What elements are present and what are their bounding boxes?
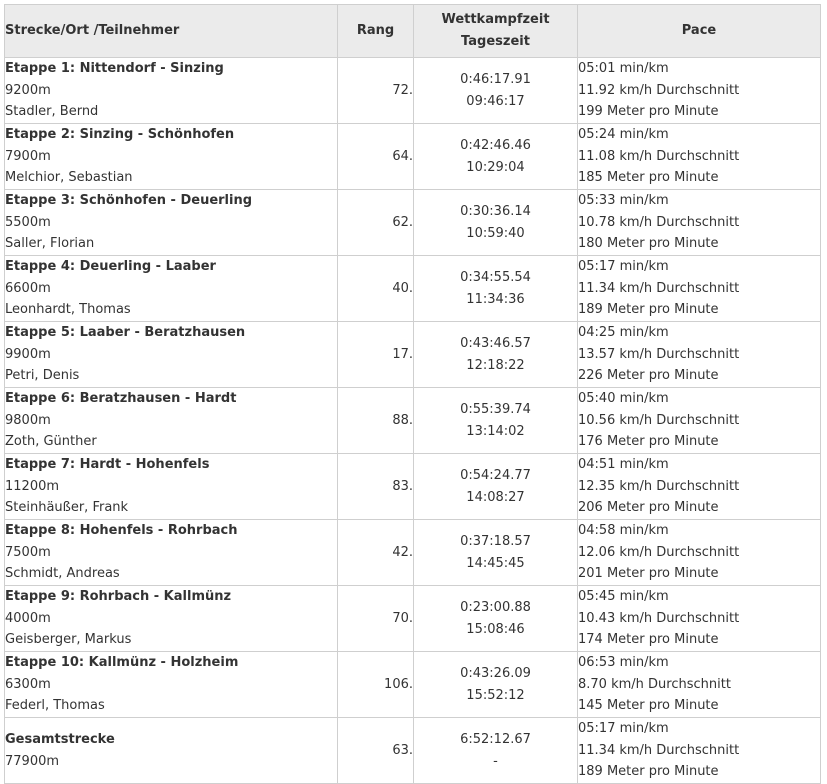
tageszeit-value: 14:08:27 — [466, 489, 525, 505]
total-strecke-cell — [5, 718, 338, 784]
etappe-distance: 7900m — [5, 148, 51, 164]
etappe-distance: 9800m — [5, 412, 51, 428]
pace-value: 05:24 min/km — [578, 127, 669, 143]
pace-cell — [578, 652, 821, 718]
table-row — [5, 190, 821, 256]
runner-name: Saller, Florian — [5, 236, 95, 252]
rang-cell: 42. — [338, 520, 414, 586]
speed-value: 10.43 km/h Durchschnitt — [578, 610, 740, 626]
speed-value: 12.06 km/h Durchschnitt — [578, 544, 740, 560]
speed-value: 11.34 km/h Durchschnitt — [578, 280, 740, 296]
zeit-cell — [414, 388, 578, 454]
meters-per-minute-value: 176 Meter pro Minute — [578, 434, 719, 450]
total-meters-per-minute-value: 189 Meter pro Minute — [578, 764, 719, 780]
runner-name: Stadler, Bernd — [5, 104, 99, 120]
header-wettkampfzeit — [414, 5, 578, 58]
speed-value: 12.35 km/h Durchschnitt — [578, 478, 740, 494]
tageszeit-value: 10:59:40 — [466, 225, 525, 241]
etappe-name: Etappe 9: Rohrbach - Kallmünz — [5, 589, 232, 605]
etappe-name: Etappe 5: Laaber - Beratzhausen — [5, 325, 246, 341]
speed-value: 13.57 km/h Durchschnitt — [578, 346, 740, 362]
strecke-cell — [5, 58, 338, 124]
rang-cell: 70. — [338, 586, 414, 652]
tageszeit-value: 13:14:02 — [466, 423, 525, 439]
runner-name: Geisberger, Markus — [5, 632, 132, 648]
pace-cell — [578, 190, 821, 256]
header-wettkampfzeit-label: Wettkampfzeit — [441, 12, 550, 27]
runner-name: Petri, Denis — [5, 368, 80, 384]
rang-cell: 40. — [338, 256, 414, 322]
strecke-cell — [5, 124, 338, 190]
table-row — [5, 652, 821, 718]
table-row — [5, 586, 821, 652]
results-table — [4, 4, 821, 784]
zeit-cell — [414, 58, 578, 124]
zeit-cell — [414, 454, 578, 520]
strecke-cell — [5, 322, 338, 388]
meters-per-minute-value: 145 Meter pro Minute — [578, 698, 719, 714]
table-row — [5, 520, 821, 586]
tageszeit-value: 15:52:12 — [466, 687, 525, 703]
wettkampfzeit-value: 0:37:18.57 — [460, 534, 531, 549]
etappe-name: Etappe 3: Schönhofen - Deuerling — [5, 193, 253, 209]
etappe-distance: 4000m — [5, 610, 51, 626]
table-row — [5, 388, 821, 454]
pace-value: 06:53 min/km — [578, 655, 669, 671]
table-row — [5, 454, 821, 520]
strecke-cell — [5, 190, 338, 256]
pace-cell — [578, 322, 821, 388]
meters-per-minute-value: 185 Meter pro Minute — [578, 170, 719, 186]
etappe-distance: 7500m — [5, 544, 51, 560]
tageszeit-value: 10:29:04 — [466, 159, 525, 175]
etappe-distance: 9900m — [5, 346, 51, 362]
etappe-distance: 5500m — [5, 214, 51, 230]
rang-cell: 64. — [338, 124, 414, 190]
pace-cell — [578, 454, 821, 520]
runner-name: Leonhardt, Thomas — [5, 302, 131, 318]
etappe-distance: 9200m — [5, 82, 51, 98]
total-rang-cell: 63. — [338, 718, 414, 784]
total-tageszeit-value: - — [493, 753, 498, 769]
pace-value: 04:51 min/km — [578, 457, 669, 473]
runner-name: Federl, Thomas — [5, 698, 105, 714]
tageszeit-value: 11:34:36 — [466, 291, 525, 307]
rang-cell: 72. — [338, 58, 414, 124]
pace-value: 05:40 min/km — [578, 391, 669, 407]
etappe-name: Etappe 8: Hohenfels - Rohrbach — [5, 523, 238, 539]
pace-cell — [578, 58, 821, 124]
header-rang: Rang — [338, 5, 414, 58]
rang-cell: 88. — [338, 388, 414, 454]
strecke-cell — [5, 586, 338, 652]
total-zeit-cell — [414, 718, 578, 784]
pace-value: 04:58 min/km — [578, 523, 669, 539]
etappe-name: Etappe 7: Hardt - Hohenfels — [5, 457, 210, 473]
runner-name: Steinhäußer, Frank — [5, 500, 129, 516]
wettkampfzeit-value: 0:30:36.14 — [460, 204, 531, 219]
etappe-distance: 6300m — [5, 676, 51, 692]
header-strecke: Strecke/Ort /Teilnehmer — [5, 5, 338, 58]
etappe-name: Etappe 2: Sinzing - Schönhofen — [5, 127, 235, 143]
tageszeit-value: 09:46:17 — [466, 93, 525, 109]
zeit-cell — [414, 322, 578, 388]
etappe-distance: 11200m — [5, 478, 60, 494]
meters-per-minute-value: 189 Meter pro Minute — [578, 302, 719, 318]
wettkampfzeit-value: 0:34:55.54 — [460, 270, 531, 285]
zeit-cell — [414, 256, 578, 322]
strecke-cell — [5, 520, 338, 586]
total-pace-cell — [578, 718, 821, 784]
tageszeit-value: 12:18:22 — [466, 357, 525, 373]
etappe-name: Etappe 10: Kallmünz - Holzheim — [5, 655, 239, 671]
zeit-cell — [414, 190, 578, 256]
speed-value: 10.56 km/h Durchschnitt — [578, 412, 740, 428]
strecke-cell — [5, 652, 338, 718]
total-distance: 77900m — [5, 753, 60, 769]
total-speed-value: 11.34 km/h Durchschnitt — [578, 742, 740, 758]
wettkampfzeit-value: 0:54:24.77 — [460, 468, 531, 483]
wettkampfzeit-value: 0:42:46.46 — [460, 138, 531, 153]
pace-cell — [578, 586, 821, 652]
strecke-cell — [5, 388, 338, 454]
header-row — [5, 5, 821, 58]
wettkampfzeit-value: 0:43:46.57 — [460, 336, 531, 351]
strecke-cell — [5, 256, 338, 322]
meters-per-minute-value: 180 Meter pro Minute — [578, 236, 719, 252]
etappe-name: Etappe 1: Nittendorf - Sinzing — [5, 61, 224, 77]
runner-name: Melchior, Sebastian — [5, 170, 133, 186]
pace-value: 05:17 min/km — [578, 259, 669, 275]
speed-value: 8.70 km/h Durchschnitt — [578, 676, 731, 692]
meters-per-minute-value: 206 Meter pro Minute — [578, 500, 719, 516]
pace-cell — [578, 388, 821, 454]
total-row — [5, 718, 821, 784]
runner-name: Zoth, Günther — [5, 434, 97, 450]
wettkampfzeit-value: 0:43:26.09 — [460, 666, 531, 681]
table-row — [5, 322, 821, 388]
pace-value: 05:01 min/km — [578, 61, 669, 77]
total-pace-value: 05:17 min/km — [578, 721, 669, 737]
rang-cell: 106. — [338, 652, 414, 718]
rang-cell: 83. — [338, 454, 414, 520]
zeit-cell — [414, 586, 578, 652]
pace-cell — [578, 256, 821, 322]
runner-name: Schmidt, Andreas — [5, 566, 120, 582]
speed-value: 11.92 km/h Durchschnitt — [578, 82, 740, 98]
total-label: Gesamtstrecke — [5, 732, 115, 747]
meters-per-minute-value: 201 Meter pro Minute — [578, 566, 719, 582]
pace-cell — [578, 520, 821, 586]
meters-per-minute-value: 174 Meter pro Minute — [578, 632, 719, 648]
table-row — [5, 124, 821, 190]
pace-value: 05:33 min/km — [578, 193, 669, 209]
zeit-cell — [414, 124, 578, 190]
wettkampfzeit-value: 0:55:39.74 — [460, 402, 531, 417]
wettkampfzeit-value: 0:23:00.88 — [460, 600, 531, 615]
meters-per-minute-value: 199 Meter pro Minute — [578, 104, 719, 120]
speed-value: 10.78 km/h Durchschnitt — [578, 214, 740, 230]
header-tageszeit-label: Tageszeit — [461, 34, 530, 49]
etappe-name: Etappe 6: Beratzhausen - Hardt — [5, 391, 237, 407]
etappe-name: Etappe 4: Deuerling - Laaber — [5, 259, 216, 275]
etappe-distance: 6600m — [5, 280, 51, 296]
strecke-cell — [5, 454, 338, 520]
rang-cell: 62. — [338, 190, 414, 256]
pace-value: 04:25 min/km — [578, 325, 669, 341]
table-row — [5, 58, 821, 124]
meters-per-minute-value: 226 Meter pro Minute — [578, 368, 719, 384]
pace-cell — [578, 124, 821, 190]
zeit-cell — [414, 652, 578, 718]
header-pace: Pace — [578, 5, 821, 58]
rang-cell: 17. — [338, 322, 414, 388]
table-row — [5, 256, 821, 322]
speed-value: 11.08 km/h Durchschnitt — [578, 148, 740, 164]
tageszeit-value: 14:45:45 — [466, 555, 525, 571]
zeit-cell — [414, 520, 578, 586]
pace-value: 05:45 min/km — [578, 589, 669, 605]
total-wettkampfzeit-value: 6:52:12.67 — [460, 732, 531, 747]
wettkampfzeit-value: 0:46:17.91 — [460, 72, 531, 87]
tageszeit-value: 15:08:46 — [466, 621, 525, 637]
